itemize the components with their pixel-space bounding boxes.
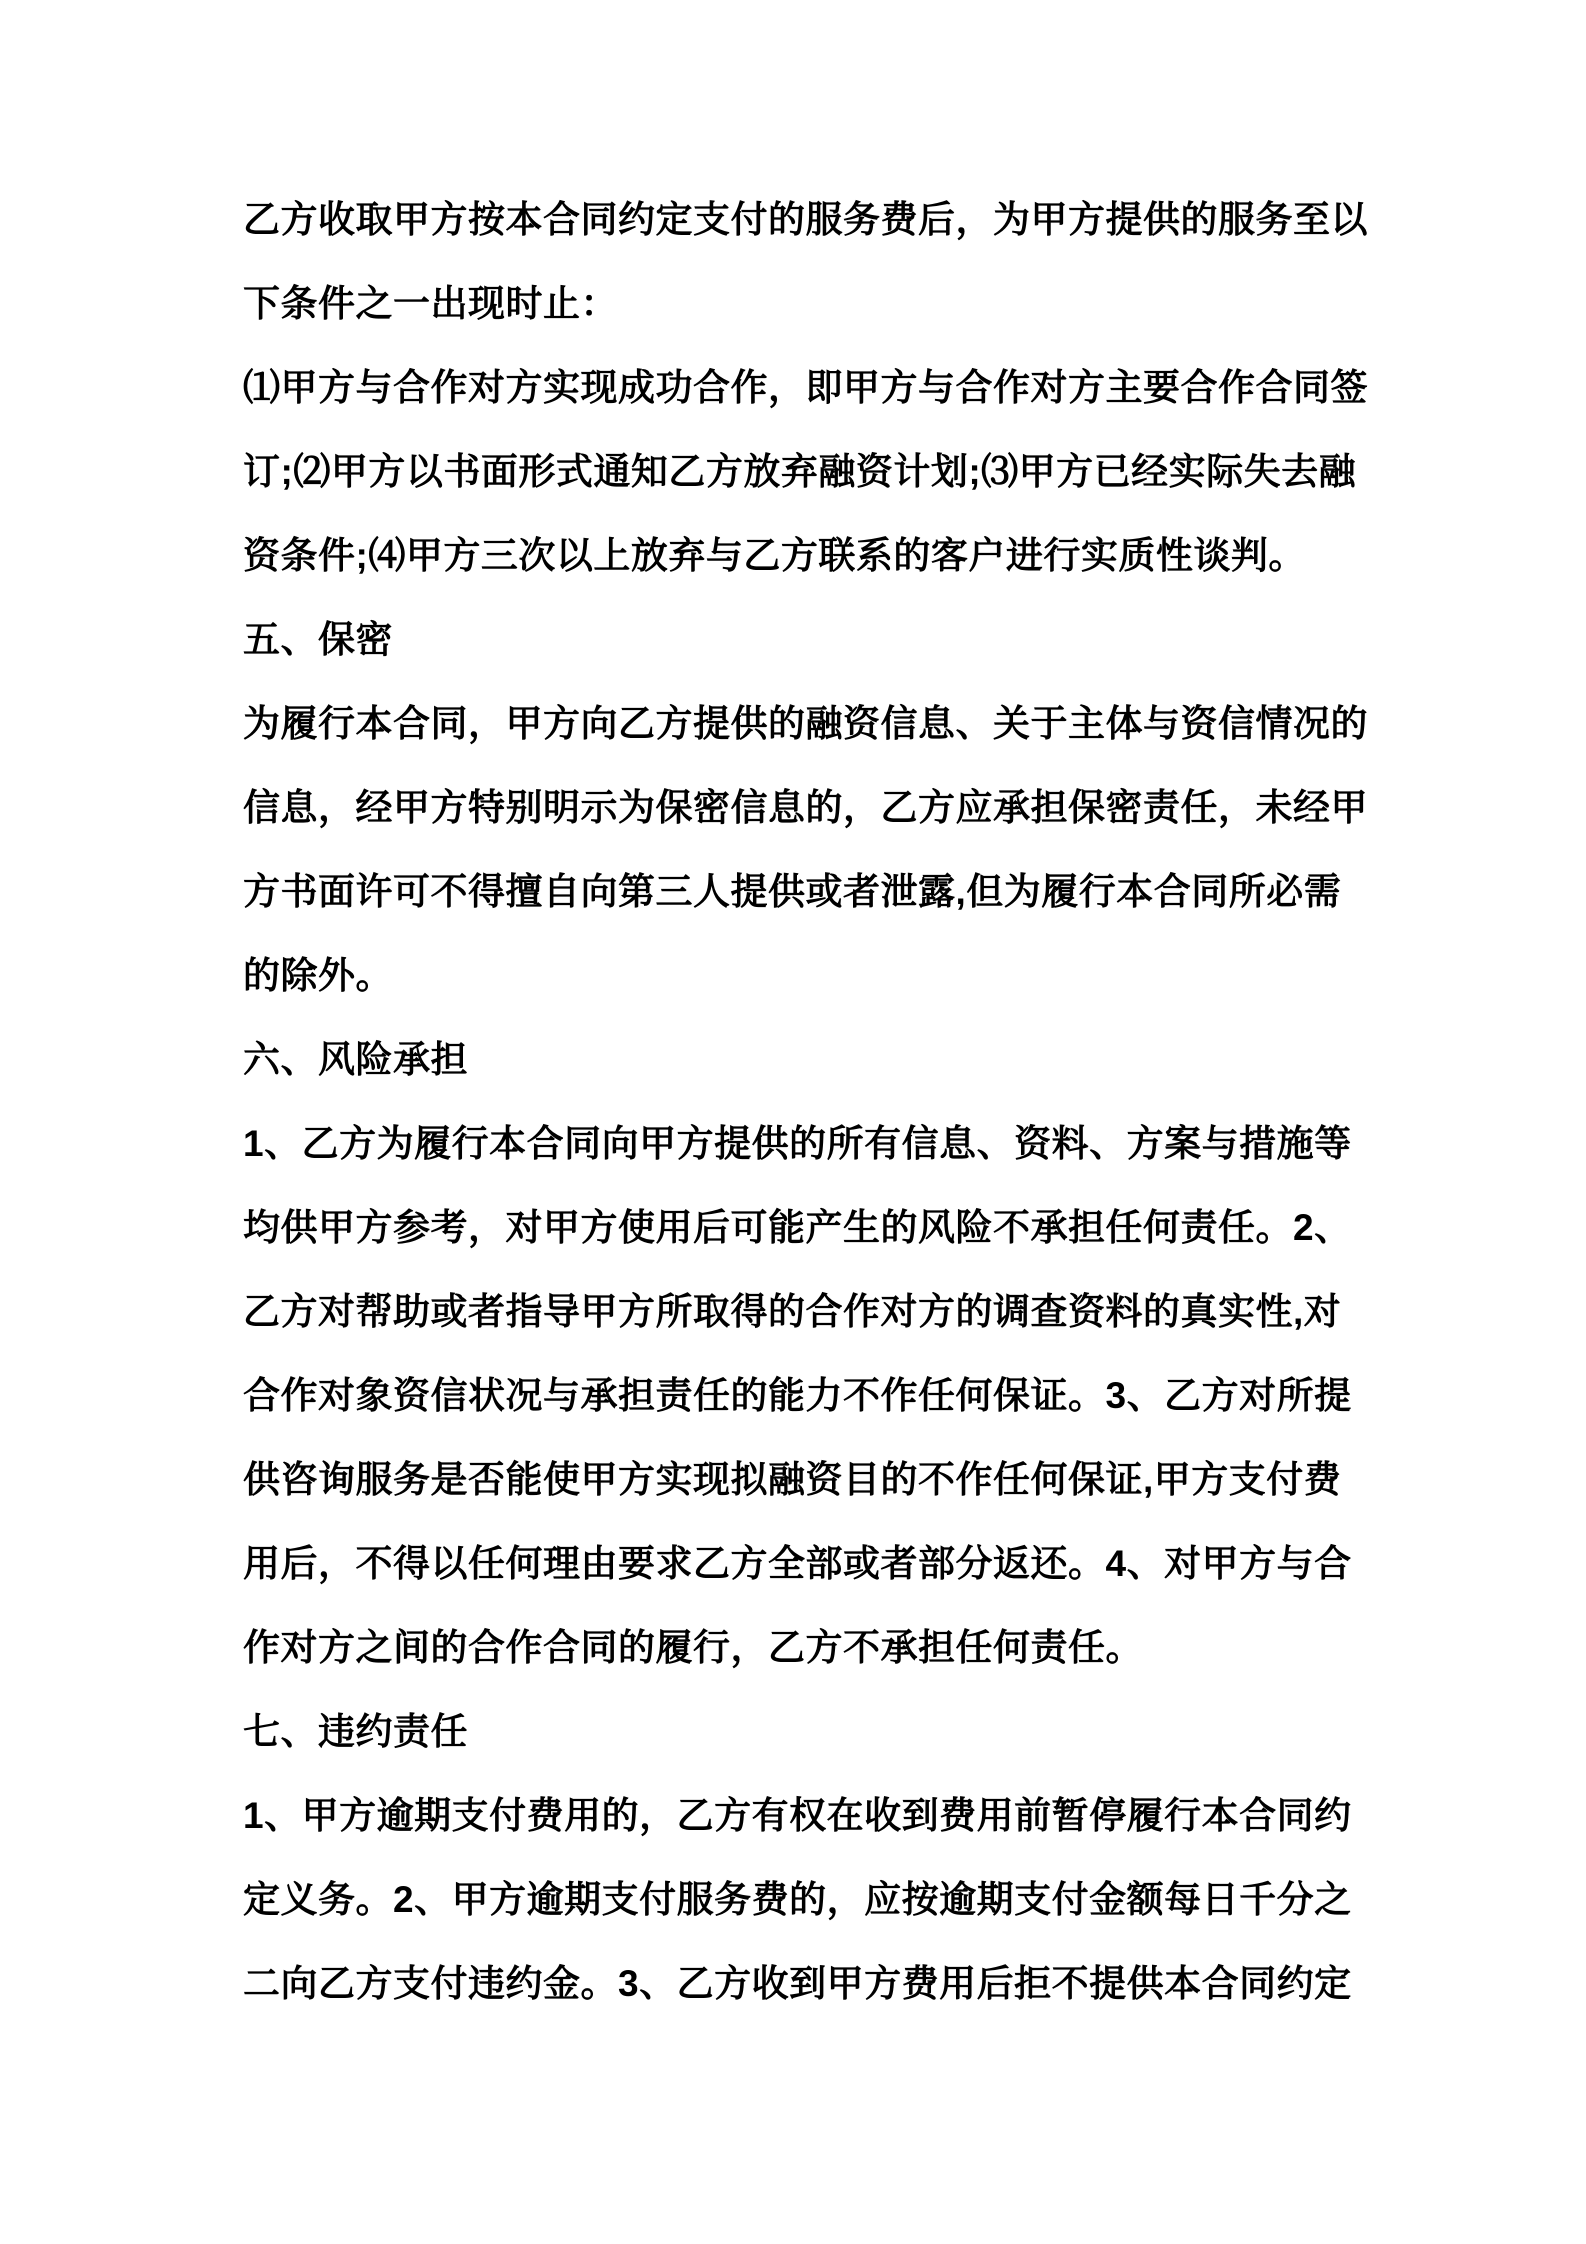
- risk-assumption-paragraph: [243, 1102, 1403, 1690]
- text-line: 二向乙方支付违约金。3、乙方收到甲方费用后拒不提供本合同约定: [243, 1963, 1352, 2004]
- text-line: 六、风险承担: [243, 1039, 468, 1080]
- text-line: 合作对象资信状况与承担责任的能力不作任何保证。3、乙方对所提: [243, 1375, 1352, 1416]
- text-line: 为履行本合同，甲方向乙方提供的融资信息、关于主体与资信情况的: [243, 703, 1368, 744]
- text-line: 乙方对帮助或者指导甲方所取得的合作对方的调查资料的真实性,对: [243, 1291, 1342, 1332]
- section-5-heading: [243, 598, 1403, 682]
- text-line: 信息，经甲方特别明示为保密信息的，乙方应承担保密责任，未经甲: [243, 787, 1368, 828]
- service-termination-paragraph: [243, 178, 1403, 346]
- text-line: ⑴甲方与合作对方实现成功合作，即甲方与合作对方主要合作合同签: [243, 367, 1368, 408]
- text-line: 用后，不得以任何理由要求乙方全部或者部分返还。4、对甲方与合: [243, 1543, 1352, 1584]
- text-line: 订;⑵甲方以书面形式通知乙方放弃融资计划;⑶甲方已经实际失去融: [243, 451, 1357, 492]
- text-line: 资条件;⑷甲方三次以上放弃与乙方联系的客户进行实质性谈判。: [243, 535, 1306, 576]
- text-line: 均供甲方参考，对甲方使用后可能产生的风险不承担任何责任。2、: [243, 1207, 1352, 1248]
- confidentiality-paragraph: [243, 682, 1403, 1018]
- breach-liability-paragraph: [243, 1774, 1403, 2026]
- contract-body: [243, 178, 1403, 2026]
- text-line: 1、乙方为履行本合同向甲方提供的所有信息、资料、方案与措施等: [243, 1123, 1352, 1164]
- text-line: 下条件之一出现时止：: [243, 283, 618, 324]
- text-line: 供咨询服务是否能使甲方实现拟融资目的不作任何保证,甲方支付费: [243, 1459, 1342, 1500]
- text-line: 定义务。2、甲方逾期支付服务费的，应按逾期支付金额每日千分之: [243, 1879, 1352, 1920]
- text-line: 方书面许可不得擅自向第三人提供或者泄露,但为履行本合同所必需: [243, 871, 1342, 912]
- text-line: 七、违约责任: [243, 1711, 468, 1752]
- text-line: 乙方收取甲方按本合同约定支付的服务费后，为甲方提供的服务至以: [243, 199, 1368, 240]
- section-6-heading: [243, 1018, 1403, 1102]
- text-line: 的除外。: [243, 955, 393, 996]
- termination-conditions-paragraph: [243, 346, 1403, 598]
- text-line: 作对方之间的合作合同的履行，乙方不承担任何责任。: [243, 1627, 1143, 1668]
- section-7-heading: [243, 1690, 1403, 1774]
- text-line: 1、甲方逾期支付费用的，乙方有权在收到费用前暂停履行本合同约: [243, 1795, 1352, 1836]
- text-line: 五、保密: [243, 619, 393, 660]
